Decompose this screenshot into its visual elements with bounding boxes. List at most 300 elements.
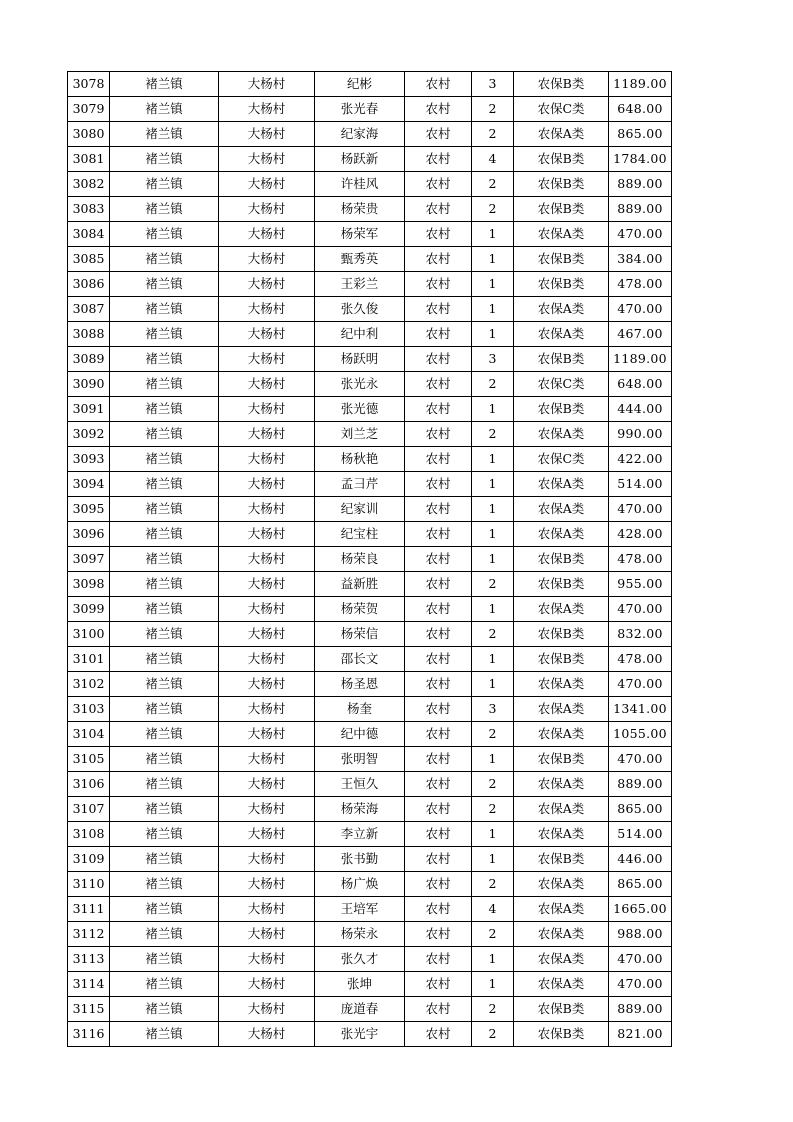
cell-category: 农保B类 <box>514 72 609 97</box>
cell-id: 3094 <box>68 472 110 497</box>
cell-id: 3093 <box>68 447 110 472</box>
cell-category: 农保A类 <box>514 822 609 847</box>
cell-name: 纪中德 <box>315 722 405 747</box>
cell-village: 大杨村 <box>219 972 315 997</box>
table-row <box>68 322 672 347</box>
cell-person-count: 1 <box>472 847 514 872</box>
cell-id: 3104 <box>68 722 110 747</box>
cell-amount: 1784.00 <box>609 147 672 172</box>
cell-household-type: 农村 <box>405 172 472 197</box>
table-row <box>68 747 672 772</box>
cell-category: 农保C类 <box>514 372 609 397</box>
cell-household-type: 农村 <box>405 247 472 272</box>
cell-household-type: 农村 <box>405 347 472 372</box>
cell-household-type: 农村 <box>405 847 472 872</box>
cell-person-count: 2 <box>472 572 514 597</box>
cell-village: 大杨村 <box>219 322 315 347</box>
cell-household-type: 农村 <box>405 622 472 647</box>
cell-village: 大杨村 <box>219 222 315 247</box>
cell-village: 大杨村 <box>219 947 315 972</box>
cell-amount: 990.00 <box>609 422 672 447</box>
table-row <box>68 472 672 497</box>
cell-village: 大杨村 <box>219 1022 315 1047</box>
cell-category: 农保B类 <box>514 197 609 222</box>
cell-amount: 1189.00 <box>609 72 672 97</box>
cell-village: 大杨村 <box>219 372 315 397</box>
table-row <box>68 972 672 997</box>
cell-village: 大杨村 <box>219 197 315 222</box>
cell-person-count: 2 <box>472 622 514 647</box>
table-row <box>68 897 672 922</box>
cell-village: 大杨村 <box>219 722 315 747</box>
cell-household-type: 农村 <box>405 972 472 997</box>
table-row <box>68 422 672 447</box>
table-row <box>68 272 672 297</box>
cell-town: 褚兰镇 <box>110 822 219 847</box>
cell-town: 褚兰镇 <box>110 622 219 647</box>
cell-category: 农保A类 <box>514 947 609 972</box>
cell-amount: 384.00 <box>609 247 672 272</box>
cell-person-count: 1 <box>472 822 514 847</box>
cell-category: 农保A类 <box>514 472 609 497</box>
cell-amount: 467.00 <box>609 322 672 347</box>
cell-category: 农保B类 <box>514 147 609 172</box>
cell-town: 褚兰镇 <box>110 397 219 422</box>
cell-name: 张久才 <box>315 947 405 972</box>
cell-category: 农保A类 <box>514 797 609 822</box>
table-row <box>68 222 672 247</box>
cell-amount: 470.00 <box>609 597 672 622</box>
cell-name: 刘兰芝 <box>315 422 405 447</box>
cell-id: 3081 <box>68 147 110 172</box>
cell-id: 3097 <box>68 547 110 572</box>
cell-category: 农保A类 <box>514 972 609 997</box>
cell-person-count: 1 <box>472 297 514 322</box>
cell-town: 褚兰镇 <box>110 247 219 272</box>
cell-id: 3087 <box>68 297 110 322</box>
table-row <box>68 922 672 947</box>
cell-category: 农保A类 <box>514 922 609 947</box>
cell-person-count: 4 <box>472 147 514 172</box>
cell-household-type: 农村 <box>405 547 472 572</box>
cell-village: 大杨村 <box>219 497 315 522</box>
cell-category: 农保C类 <box>514 447 609 472</box>
cell-name: 纪中利 <box>315 322 405 347</box>
table-row <box>68 1022 672 1047</box>
cell-name: 许桂风 <box>315 172 405 197</box>
cell-person-count: 1 <box>472 447 514 472</box>
cell-name: 杨奎 <box>315 697 405 722</box>
table-row <box>68 547 672 572</box>
cell-id: 3089 <box>68 347 110 372</box>
cell-category: 农保B类 <box>514 347 609 372</box>
table-row <box>68 297 672 322</box>
cell-village: 大杨村 <box>219 422 315 447</box>
table-row <box>68 572 672 597</box>
cell-household-type: 农村 <box>405 747 472 772</box>
cell-amount: 955.00 <box>609 572 672 597</box>
cell-category: 农保A类 <box>514 722 609 747</box>
cell-town: 褚兰镇 <box>110 647 219 672</box>
cell-village: 大杨村 <box>219 72 315 97</box>
cell-household-type: 农村 <box>405 647 472 672</box>
cell-person-count: 2 <box>472 772 514 797</box>
cell-person-count: 1 <box>472 247 514 272</box>
cell-village: 大杨村 <box>219 447 315 472</box>
cell-id: 3090 <box>68 372 110 397</box>
cell-category: 农保B类 <box>514 997 609 1022</box>
cell-id: 3110 <box>68 872 110 897</box>
cell-name: 张久俊 <box>315 297 405 322</box>
cell-amount: 514.00 <box>609 472 672 497</box>
cell-category: 农保B类 <box>514 847 609 872</box>
cell-household-type: 农村 <box>405 297 472 322</box>
cell-name: 杨荣贺 <box>315 597 405 622</box>
cell-id: 3114 <box>68 972 110 997</box>
cell-person-count: 4 <box>472 897 514 922</box>
table-row <box>68 497 672 522</box>
cell-amount: 478.00 <box>609 272 672 297</box>
cell-category: 农保A类 <box>514 772 609 797</box>
cell-category: 农保A类 <box>514 322 609 347</box>
cell-id: 3079 <box>68 97 110 122</box>
cell-name: 杨秋艳 <box>315 447 405 472</box>
table-row <box>68 397 672 422</box>
cell-village: 大杨村 <box>219 847 315 872</box>
cell-name: 纪宝柱 <box>315 522 405 547</box>
cell-household-type: 农村 <box>405 572 472 597</box>
cell-household-type: 农村 <box>405 397 472 422</box>
cell-village: 大杨村 <box>219 522 315 547</box>
cell-amount: 865.00 <box>609 797 672 822</box>
cell-household-type: 农村 <box>405 522 472 547</box>
cell-town: 褚兰镇 <box>110 1022 219 1047</box>
cell-village: 大杨村 <box>219 597 315 622</box>
cell-amount: 470.00 <box>609 747 672 772</box>
cell-amount: 444.00 <box>609 397 672 422</box>
cell-amount: 470.00 <box>609 222 672 247</box>
cell-village: 大杨村 <box>219 747 315 772</box>
cell-household-type: 农村 <box>405 697 472 722</box>
cell-amount: 889.00 <box>609 997 672 1022</box>
cell-village: 大杨村 <box>219 397 315 422</box>
cell-amount: 470.00 <box>609 972 672 997</box>
cell-person-count: 3 <box>472 347 514 372</box>
cell-town: 褚兰镇 <box>110 172 219 197</box>
cell-amount: 889.00 <box>609 772 672 797</box>
cell-category: 农保A类 <box>514 697 609 722</box>
cell-household-type: 农村 <box>405 922 472 947</box>
cell-name: 纪家海 <box>315 122 405 147</box>
cell-village: 大杨村 <box>219 922 315 947</box>
cell-id: 3115 <box>68 997 110 1022</box>
cell-household-type: 农村 <box>405 222 472 247</box>
cell-amount: 478.00 <box>609 547 672 572</box>
cell-id: 3088 <box>68 322 110 347</box>
cell-town: 褚兰镇 <box>110 697 219 722</box>
cell-name: 张书勤 <box>315 847 405 872</box>
cell-id: 3078 <box>68 72 110 97</box>
cell-amount: 889.00 <box>609 197 672 222</box>
cell-town: 褚兰镇 <box>110 322 219 347</box>
cell-person-count: 2 <box>472 1022 514 1047</box>
cell-id: 3113 <box>68 947 110 972</box>
cell-village: 大杨村 <box>219 472 315 497</box>
cell-village: 大杨村 <box>219 622 315 647</box>
cell-name: 张光宇 <box>315 1022 405 1047</box>
table-row <box>68 97 672 122</box>
cell-name: 杨跃明 <box>315 347 405 372</box>
cell-amount: 821.00 <box>609 1022 672 1047</box>
cell-category: 农保A类 <box>514 522 609 547</box>
cell-name: 杨圣恩 <box>315 672 405 697</box>
cell-town: 褚兰镇 <box>110 797 219 822</box>
cell-household-type: 农村 <box>405 997 472 1022</box>
cell-household-type: 农村 <box>405 497 472 522</box>
table-row <box>68 447 672 472</box>
cell-id: 3085 <box>68 247 110 272</box>
cell-household-type: 农村 <box>405 447 472 472</box>
cell-name: 李立新 <box>315 822 405 847</box>
cell-category: 农保B类 <box>514 247 609 272</box>
cell-amount: 428.00 <box>609 522 672 547</box>
table-row <box>68 197 672 222</box>
cell-town: 褚兰镇 <box>110 272 219 297</box>
cell-category: 农保A类 <box>514 597 609 622</box>
table-row <box>68 822 672 847</box>
table-row <box>68 622 672 647</box>
cell-name: 邵长文 <box>315 647 405 672</box>
cell-name: 王彩兰 <box>315 272 405 297</box>
cell-town: 褚兰镇 <box>110 97 219 122</box>
cell-amount: 865.00 <box>609 872 672 897</box>
cell-town: 褚兰镇 <box>110 597 219 622</box>
cell-category: 农保A类 <box>514 872 609 897</box>
cell-name: 杨荣永 <box>315 922 405 947</box>
cell-category: 农保B类 <box>514 272 609 297</box>
cell-town: 褚兰镇 <box>110 222 219 247</box>
cell-person-count: 1 <box>472 322 514 347</box>
cell-category: 农保B类 <box>514 1022 609 1047</box>
cell-town: 褚兰镇 <box>110 997 219 1022</box>
cell-category: 农保B类 <box>514 547 609 572</box>
table-row <box>68 172 672 197</box>
cell-id: 3092 <box>68 422 110 447</box>
cell-town: 褚兰镇 <box>110 972 219 997</box>
cell-town: 褚兰镇 <box>110 922 219 947</box>
cell-village: 大杨村 <box>219 297 315 322</box>
cell-category: 农保A类 <box>514 222 609 247</box>
table-row <box>68 647 672 672</box>
cell-town: 褚兰镇 <box>110 522 219 547</box>
cell-id: 3106 <box>68 772 110 797</box>
cell-household-type: 农村 <box>405 147 472 172</box>
cell-household-type: 农村 <box>405 672 472 697</box>
cell-name: 杨广焕 <box>315 872 405 897</box>
cell-name: 杨荣贵 <box>315 197 405 222</box>
cell-id: 3108 <box>68 822 110 847</box>
cell-name: 孟彐芹 <box>315 472 405 497</box>
table-row <box>68 722 672 747</box>
cell-town: 褚兰镇 <box>110 722 219 747</box>
cell-name: 庞道春 <box>315 997 405 1022</box>
cell-id: 3080 <box>68 122 110 147</box>
cell-town: 褚兰镇 <box>110 872 219 897</box>
cell-name: 张坤 <box>315 972 405 997</box>
cell-id: 3084 <box>68 222 110 247</box>
cell-town: 褚兰镇 <box>110 747 219 772</box>
cell-person-count: 1 <box>472 747 514 772</box>
cell-town: 褚兰镇 <box>110 297 219 322</box>
cell-village: 大杨村 <box>219 247 315 272</box>
cell-id: 3101 <box>68 647 110 672</box>
cell-household-type: 农村 <box>405 322 472 347</box>
cell-town: 褚兰镇 <box>110 347 219 372</box>
cell-category: 农保B类 <box>514 572 609 597</box>
cell-household-type: 农村 <box>405 897 472 922</box>
cell-town: 褚兰镇 <box>110 472 219 497</box>
cell-amount: 478.00 <box>609 647 672 672</box>
cell-amount: 648.00 <box>609 372 672 397</box>
cell-category: 农保A类 <box>514 497 609 522</box>
cell-person-count: 2 <box>472 722 514 747</box>
cell-amount: 889.00 <box>609 172 672 197</box>
cell-village: 大杨村 <box>219 172 315 197</box>
cell-person-count: 1 <box>472 397 514 422</box>
cell-village: 大杨村 <box>219 872 315 897</box>
cell-id: 3082 <box>68 172 110 197</box>
table-row <box>68 847 672 872</box>
cell-id: 3109 <box>68 847 110 872</box>
cell-town: 褚兰镇 <box>110 497 219 522</box>
cell-village: 大杨村 <box>219 697 315 722</box>
cell-town: 褚兰镇 <box>110 72 219 97</box>
cell-id: 3091 <box>68 397 110 422</box>
cell-name: 杨荣良 <box>315 547 405 572</box>
cell-town: 褚兰镇 <box>110 547 219 572</box>
table-row <box>68 597 672 622</box>
cell-name: 张明智 <box>315 747 405 772</box>
cell-id: 3098 <box>68 572 110 597</box>
cell-household-type: 农村 <box>405 197 472 222</box>
cell-person-count: 2 <box>472 197 514 222</box>
cell-town: 褚兰镇 <box>110 372 219 397</box>
cell-town: 褚兰镇 <box>110 897 219 922</box>
cell-person-count: 2 <box>472 797 514 822</box>
cell-household-type: 农村 <box>405 72 472 97</box>
cell-amount: 470.00 <box>609 672 672 697</box>
cell-town: 褚兰镇 <box>110 672 219 697</box>
cell-person-count: 2 <box>472 872 514 897</box>
cell-amount: 422.00 <box>609 447 672 472</box>
cell-town: 褚兰镇 <box>110 572 219 597</box>
cell-id: 3105 <box>68 747 110 772</box>
cell-town: 褚兰镇 <box>110 447 219 472</box>
cell-amount: 446.00 <box>609 847 672 872</box>
cell-household-type: 农村 <box>405 797 472 822</box>
cell-name: 张光春 <box>315 97 405 122</box>
cell-person-count: 1 <box>472 522 514 547</box>
table-row <box>68 697 672 722</box>
cell-person-count: 2 <box>472 97 514 122</box>
cell-id: 3103 <box>68 697 110 722</box>
cell-household-type: 农村 <box>405 472 472 497</box>
cell-village: 大杨村 <box>219 772 315 797</box>
cell-household-type: 农村 <box>405 422 472 447</box>
cell-person-count: 2 <box>472 122 514 147</box>
cell-village: 大杨村 <box>219 347 315 372</box>
cell-name: 纪家训 <box>315 497 405 522</box>
table-body <box>68 72 672 1047</box>
cell-household-type: 农村 <box>405 597 472 622</box>
cell-id: 3096 <box>68 522 110 547</box>
cell-household-type: 农村 <box>405 722 472 747</box>
cell-person-count: 2 <box>472 922 514 947</box>
cell-town: 褚兰镇 <box>110 197 219 222</box>
cell-name: 杨荣海 <box>315 797 405 822</box>
cell-name: 王培军 <box>315 897 405 922</box>
cell-category: 农保B类 <box>514 622 609 647</box>
cell-household-type: 农村 <box>405 1022 472 1047</box>
cell-household-type: 农村 <box>405 97 472 122</box>
cell-amount: 648.00 <box>609 97 672 122</box>
cell-person-count: 2 <box>472 997 514 1022</box>
cell-category: 农保B类 <box>514 397 609 422</box>
cell-town: 褚兰镇 <box>110 147 219 172</box>
cell-person-count: 2 <box>472 372 514 397</box>
cell-household-type: 农村 <box>405 372 472 397</box>
cell-category: 农保B类 <box>514 747 609 772</box>
cell-person-count: 3 <box>472 72 514 97</box>
cell-town: 褚兰镇 <box>110 847 219 872</box>
cell-id: 3100 <box>68 622 110 647</box>
cell-id: 3112 <box>68 922 110 947</box>
cell-village: 大杨村 <box>219 822 315 847</box>
cell-person-count: 1 <box>472 222 514 247</box>
cell-amount: 1341.00 <box>609 697 672 722</box>
cell-amount: 470.00 <box>609 497 672 522</box>
table-row <box>68 997 672 1022</box>
cell-person-count: 1 <box>472 472 514 497</box>
cell-town: 褚兰镇 <box>110 947 219 972</box>
table-row <box>68 772 672 797</box>
cell-id: 3095 <box>68 497 110 522</box>
cell-id: 3111 <box>68 897 110 922</box>
cell-household-type: 农村 <box>405 772 472 797</box>
table-row <box>68 672 672 697</box>
cell-town: 褚兰镇 <box>110 422 219 447</box>
cell-person-count: 1 <box>472 272 514 297</box>
cell-person-count: 1 <box>472 972 514 997</box>
cell-id: 3099 <box>68 597 110 622</box>
table-row <box>68 72 672 97</box>
table-row <box>68 372 672 397</box>
cell-village: 大杨村 <box>219 272 315 297</box>
data-table <box>67 71 672 1047</box>
cell-category: 农保C类 <box>514 97 609 122</box>
cell-household-type: 农村 <box>405 872 472 897</box>
cell-name: 甄秀英 <box>315 247 405 272</box>
cell-person-count: 1 <box>472 947 514 972</box>
cell-id: 3107 <box>68 797 110 822</box>
cell-amount: 470.00 <box>609 297 672 322</box>
cell-amount: 832.00 <box>609 622 672 647</box>
cell-person-count: 2 <box>472 172 514 197</box>
cell-id: 3083 <box>68 197 110 222</box>
cell-name: 杨跃新 <box>315 147 405 172</box>
table-row <box>68 247 672 272</box>
cell-id: 3086 <box>68 272 110 297</box>
